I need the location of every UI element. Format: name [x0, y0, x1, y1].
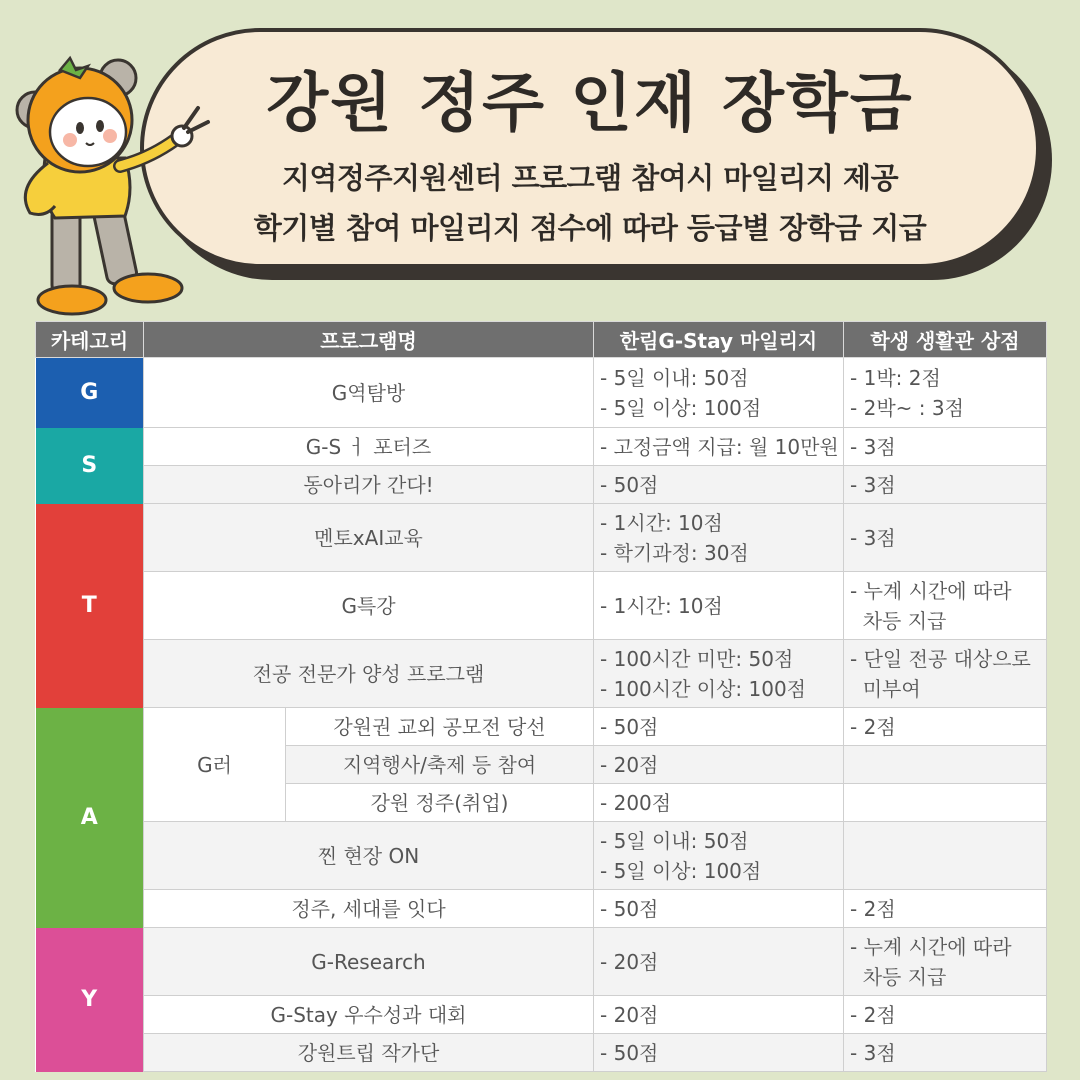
- table-row: [36, 504, 1047, 572]
- mileage-cell: - 1시간: 10점: [594, 572, 844, 640]
- program-name: 동아리가 간다!: [144, 466, 594, 504]
- header-dorm: 학생 생활관 상점: [844, 322, 1047, 358]
- program-name: 찐 현장 ON: [144, 822, 594, 890]
- dorm-cell: - 2점: [844, 890, 1047, 928]
- mileage-cell: - 200점: [594, 784, 844, 822]
- table-row: [36, 822, 1047, 890]
- mileage-cell: - 50점: [594, 1034, 844, 1072]
- dorm-cell: [844, 746, 1047, 784]
- category-a: A: [36, 708, 144, 928]
- dorm-cell: - 3점: [844, 1034, 1047, 1072]
- mileage-cell: - 5일 이내: 50점 - 5일 이상: 100점: [594, 822, 844, 890]
- dorm-cell: [844, 784, 1047, 822]
- scholarship-table: [35, 321, 1046, 1072]
- dorm-cell: - 단일 전공 대상으로 미부여: [844, 640, 1047, 708]
- program-name: 강원권 교외 공모전 당선: [286, 708, 594, 746]
- table-header-row: [36, 322, 1047, 358]
- program-name: 정주, 세대를 잇다: [144, 890, 594, 928]
- subtitle-line-1: 지역정주지원센터 프로그램 참여시 마일리지 제공: [281, 161, 899, 195]
- category-t: T: [36, 504, 144, 708]
- subtitle-line-2: 학기별 참여 마일리지 점수에 따라 등급별 장학금 지급: [253, 211, 927, 245]
- program-name: 전공 전문가 양성 프로그램: [144, 640, 594, 708]
- mileage-cell: - 5일 이내: 50점 - 5일 이상: 100점: [594, 358, 844, 428]
- mileage-cell: - 50점: [594, 890, 844, 928]
- table-row: [36, 572, 1047, 640]
- table-row: [36, 1034, 1047, 1072]
- header-mileage: 한림G-Stay 마일리지: [594, 322, 844, 358]
- mileage-cell: - 20점: [594, 996, 844, 1034]
- dorm-cell: - 2점: [844, 996, 1047, 1034]
- program-name: 지역행사/축제 등 참여: [286, 746, 594, 784]
- program-name: 강원 정주(취업): [286, 784, 594, 822]
- dorm-cell: [844, 822, 1047, 890]
- table-row: [36, 928, 1047, 996]
- dorm-cell: - 3점: [844, 428, 1047, 466]
- dorm-cell: - 3점: [844, 466, 1047, 504]
- dorm-cell: - 1박: 2점 - 2박~ : 3점: [844, 358, 1047, 428]
- program-name: 강원트립 작가단: [144, 1034, 594, 1072]
- program-name: G-Stay 우수성과 대회: [144, 996, 594, 1034]
- mileage-cell: - 50점: [594, 708, 844, 746]
- mileage-cell: - 50점: [594, 466, 844, 504]
- table-row: [36, 428, 1047, 466]
- table-row: [36, 358, 1047, 428]
- mileage-cell: - 1시간: 10점 - 학기과정: 30점: [594, 504, 844, 572]
- table-row: [36, 708, 1047, 746]
- page-title: 강원 정주 인재 장학금: [266, 67, 914, 141]
- program-name: G특강: [144, 572, 594, 640]
- dorm-cell: - 2점: [844, 708, 1047, 746]
- mileage-cell: - 20점: [594, 746, 844, 784]
- mileage-cell: - 고정금액 지급: 월 10만원: [594, 428, 844, 466]
- dorm-cell: - 누계 시간에 따라 차등 지급: [844, 572, 1047, 640]
- program-name: 멘토xAI교육: [144, 504, 594, 572]
- table-row: [36, 996, 1047, 1034]
- table-row: [36, 466, 1047, 504]
- dorm-cell: - 3점: [844, 504, 1047, 572]
- header-program: 프로그램명: [144, 322, 594, 358]
- group-g-ler: G러: [144, 708, 286, 822]
- table-row: [36, 890, 1047, 928]
- program-name: G역탐방: [144, 358, 594, 428]
- mileage-cell: - 20점: [594, 928, 844, 996]
- program-name: G-Research: [144, 928, 594, 996]
- dorm-cell: - 누계 시간에 따라 차등 지급: [844, 928, 1047, 996]
- mascot-illustration: [0, 48, 230, 318]
- mileage-cell: - 100시간 미만: 50점 - 100시간 이상: 100점: [594, 640, 844, 708]
- category-g: G: [36, 358, 144, 428]
- category-s: S: [36, 428, 144, 504]
- header-pill: [140, 28, 1040, 268]
- table-row: [36, 640, 1047, 708]
- header-category: 카테고리: [36, 322, 144, 358]
- category-y: Y: [36, 928, 144, 1072]
- program-name: G-S ㅓ 포터즈: [144, 428, 594, 466]
